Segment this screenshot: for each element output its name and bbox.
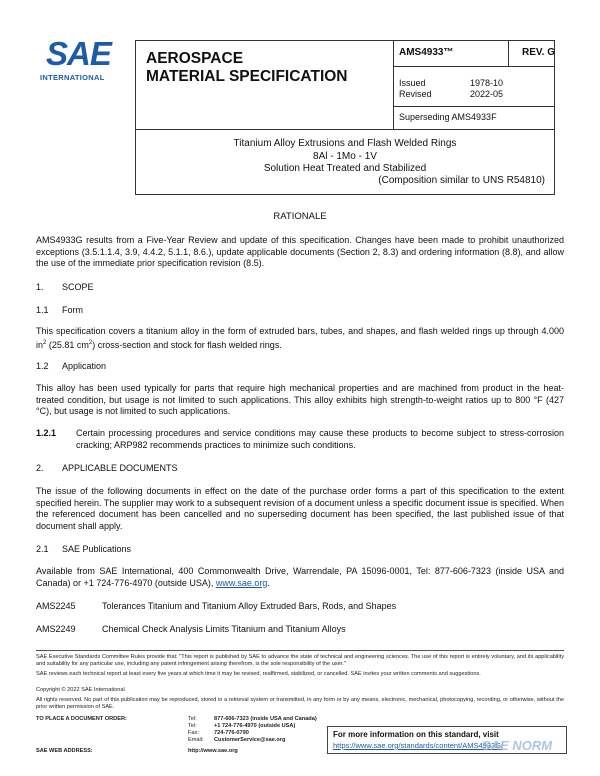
reference-code: AMS2249 — [36, 624, 76, 634]
email-label: Email: — [188, 737, 204, 743]
section-title: SCOPE — [62, 282, 94, 292]
section-title: Application — [62, 361, 107, 371]
section-number: 2. — [36, 463, 44, 473]
superscript: 2 — [88, 339, 93, 346]
text-run: (25.81 cm — [46, 339, 89, 350]
section-text: This alloy has been used typically for parts that require high mechanical properties and are machined from product in the heat-treated condition, but usage is not limited to such applications. This alloy exhibits high strength-to-weight ratios up to 800 °F (427 °C), but usage is not limited to such applications. — [36, 383, 564, 416]
footer-review-note: SAE reviews each technical report at least every five years at which time it may be revised, reaffirmed, stabilized, or cancelled. SAE invites your written comments and suggestions. — [36, 671, 481, 677]
section-number: 2.1 — [36, 544, 49, 554]
sae-logo — [38, 37, 128, 87]
revised-date: 2022-05 — [470, 89, 504, 99]
text-run: This specification covers a titanium alloy in the form of extruded bars, tubes, and shapes, and flash welded rings up through 4.000 in — [36, 326, 564, 350]
tel2-label: Tel: — [188, 723, 197, 729]
reference-desc: Chemical Check Analysis Limits Titanium and Titanium Alloys — [102, 624, 346, 634]
web-label: SAE WEB ADDRESS: — [36, 748, 93, 754]
reference-desc: Tolerances Titanium and Titanium Alloy Extruded Bars, Rods, and Shapes — [102, 601, 397, 611]
sae-website-link[interactable]: www.sae.org — [215, 577, 268, 588]
spec-type-line1: AEROSPACE — [146, 50, 244, 67]
subsection-number: 1.2.1 — [36, 428, 57, 438]
fax-label: Fax: — [188, 730, 199, 736]
footer-copyright: Copyright © 2022 SAE International — [36, 687, 125, 693]
spec-type-title — [146, 50, 348, 86]
text-run: ) cross-section and stock for flash welded rings. — [92, 339, 282, 350]
spec-type-line2: MATERIAL SPECIFICATION — [146, 68, 348, 85]
subsection-text: Certain processing procedures and service conditions may cause these products to become subject to stress-corrosion cracking; ARP982 recommends practices to minimize such conditions. — [76, 428, 564, 450]
header-divider — [393, 106, 555, 107]
section-text — [36, 566, 564, 589]
section-number: 1. — [36, 282, 44, 292]
section-title: SAE Publications — [62, 544, 132, 554]
footer-rights: All rights reserved. No part of this publication may be reproduced, stored in a retrieval system or transmitted, in any form or by any means, electronic, mechanical, photocopying, recording, or otherwise, without the prior written permission of SAE. — [36, 697, 564, 711]
header-divider — [393, 40, 394, 130]
watermark-logo: SAE NORM — [482, 738, 553, 753]
revised-label: Revised — [399, 89, 432, 99]
title-line: (Composition similar to UNS R54810) — [378, 175, 545, 186]
section-heading — [36, 282, 94, 292]
section-number: 1.1 — [36, 305, 49, 315]
section-text: The issue of the following documents in effect on the date of the purchase order forms a part of this specification to the extent specified herein. The supplier may work to a subsequent revision of a document unless a specific document issue is specified. When the referenced document has been cancelled and no superseding document has been specified, the last published issue of that document shall apply. — [36, 486, 564, 531]
rationale-text: AMS4933G results from a Five-Year Review and update of this specification. Changes have been made to prohibit unauthorized exceptions (3.5.1.1.4, 3.9, 4.4.2, 5.1.1, 8.6.), update applicable documents (Section 2, 8.3) and ordering information (8.8), and allow the use of the immediate prior specification revision (8.5). — [36, 235, 564, 268]
standard-link[interactable]: https://www.sae.org/standards/content/AMS4933G/ — [333, 741, 504, 750]
supersedes-note: Superseding AMS4933F — [399, 112, 497, 122]
reference-code: AMS2245 — [36, 601, 76, 611]
section-heading — [36, 305, 83, 315]
title-line: Titanium Alloy Extrusions and Flash Welded Rings — [233, 138, 457, 149]
order-label: TO PLACE A DOCUMENT ORDER: — [36, 716, 127, 722]
logo-mark: SAE — [46, 35, 111, 72]
web-value[interactable]: http://www.sae.org — [188, 748, 238, 754]
superscript: 2 — [43, 339, 47, 346]
document-number: AMS4933™ — [399, 47, 454, 58]
section-text — [36, 326, 564, 351]
tel2-value: +1 724-776-4970 (outside USA) — [214, 723, 296, 729]
issued-date: 1978-10 — [470, 78, 504, 88]
issued-label: Issued — [399, 78, 426, 88]
email-value[interactable]: CustomerService@sae.org — [214, 737, 286, 743]
info-text: For more information on this standard, visit — [333, 730, 499, 739]
footer-rule — [36, 650, 564, 651]
text-run: Available from SAE International, 400 Commonwealth Drive, Warrendale, PA 15096-0001, Tel: 877-606-7323 (inside USA and Canada) or +1 724-776-4970 (outside USA), — [36, 566, 564, 588]
text-run: . — [267, 577, 270, 588]
title-line: Solution Heat Treated and Stabilized — [263, 163, 427, 174]
header-divider — [393, 66, 555, 67]
section-title: Form — [62, 305, 83, 315]
tel-value: 877-606-7323 (inside USA and Canada) — [214, 716, 317, 722]
section-heading — [36, 463, 178, 473]
footer-disclaimer: SAE Executive Standards Committee Rules provide that: "This report is published by SAE to advance the state of technical and engineering sciences. The use of this report is entirely voluntary, and its applicability and suitability for any particular use, including any patent infringement arising therefrom, is the sole responsibility of the user." — [36, 654, 564, 668]
logo-subtitle: INTERNATIONAL — [40, 73, 105, 82]
fax-value: 724-776-0790 — [214, 730, 249, 736]
section-title: APPLICABLE DOCUMENTS — [62, 463, 178, 473]
revision-label: REV. G — [522, 47, 555, 58]
reference-item — [36, 601, 396, 611]
header-divider — [508, 40, 509, 66]
tel-label: Tel: — [188, 716, 197, 722]
section-number: 1.2 — [36, 361, 49, 371]
reference-item — [36, 624, 346, 634]
section-heading — [36, 361, 106, 371]
title-line: 8Al - 1Mo - 1V — [313, 151, 377, 162]
rationale-heading: RATIONALE — [273, 211, 327, 222]
section-heading — [36, 544, 131, 554]
